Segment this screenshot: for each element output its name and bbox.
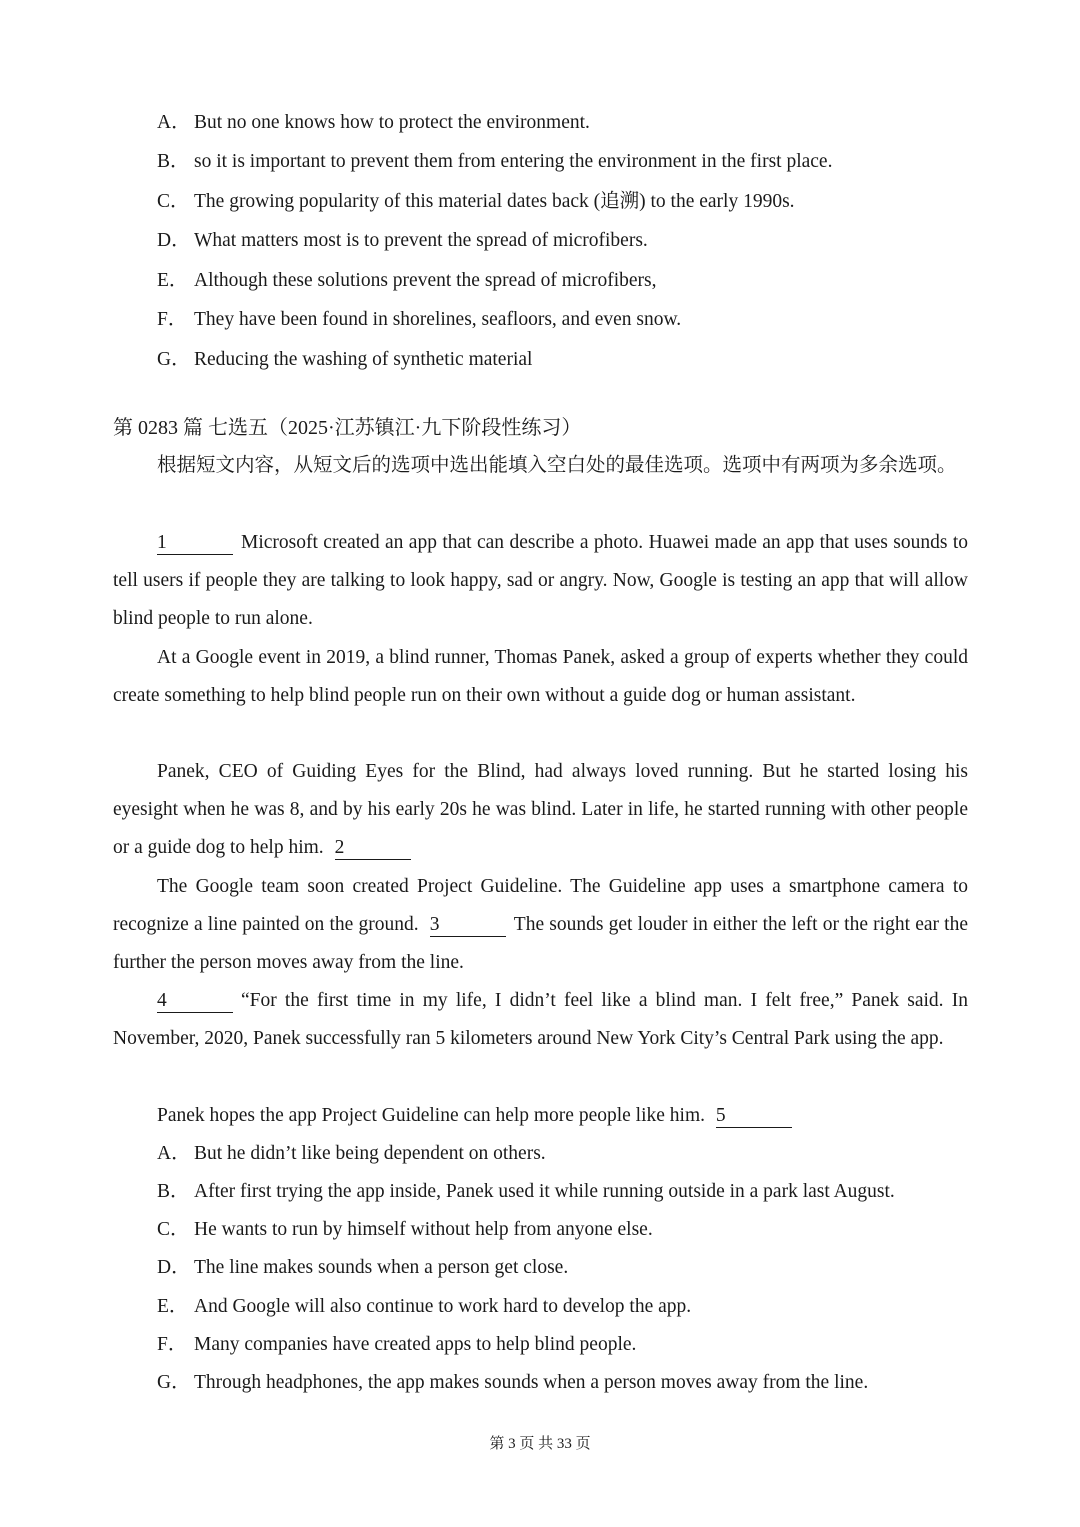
prev-option-a [157, 110, 590, 136]
passage-paragraph-5 [113, 982, 968, 1058]
paragraph-text: “For the first time in my life, I didn’t feel like a blind man. I felt free,” Panek said. In November, 2020, Panek successfully ran 5 kilometers around New York City’s Central Park using the app. [113, 990, 968, 1050]
option-text: And Google will also continue to work hard to develop the app. [194, 1296, 692, 1317]
blank-4: 4 [157, 990, 233, 1013]
prev-option-f [157, 307, 681, 333]
passage-paragraph-3 [113, 753, 968, 868]
option-letter: F． [157, 309, 188, 330]
option-letter: C． [157, 1219, 190, 1240]
prev-option-b [157, 149, 832, 175]
option-letter: E． [157, 270, 189, 291]
option-text: He wants to run by himself without help from anyone else. [194, 1219, 653, 1240]
option-text: Although these solutions prevent the spread of microfibers, [194, 270, 657, 291]
option-letter: E． [157, 1296, 189, 1317]
option-letter: B． [157, 151, 190, 172]
passage-paragraph-4 [113, 868, 968, 983]
option-a [157, 1141, 546, 1167]
option-g [157, 1370, 868, 1396]
option-text: so it is important to prevent them from entering the environment in the first place. [194, 151, 833, 172]
paragraph-text: Panek hopes the app Project Guideline can help more people like him. [157, 1105, 706, 1126]
prev-option-g [157, 347, 532, 373]
instruction-text: 根据短文内容，从短文后的选项中选出能填入空白处的最佳选项。选项中有两项为多余选项。 [157, 455, 957, 476]
passage-paragraph-6 [113, 1097, 968, 1135]
option-text: The line makes sounds when a person get close. [194, 1257, 569, 1278]
paragraph-text: The sounds get louder in either the left or the right ear the further the person moves away from the line. [113, 914, 968, 974]
option-text: But he didn’t like being dependent on others. [194, 1143, 546, 1164]
option-f [157, 1332, 636, 1358]
option-text: They have been found in shorelines, seafloors, and even snow. [194, 309, 682, 330]
option-letter: B． [157, 1181, 190, 1202]
option-letter: G． [157, 349, 191, 370]
option-c [157, 1217, 653, 1243]
paragraph-text: Panek, CEO of Guiding Eyes for the Blind, had always loved running. But he started losing his eyesight when he was 8, and by his early 20s he was blind. Later in life, he started running with other people or a guide dog to help him. [113, 761, 968, 859]
option-letter: C． [157, 191, 190, 212]
option-text: Reducing the washing of synthetic material [194, 349, 533, 370]
paragraph-text: The Google team soon created Project Guideline. The Guideline app uses a smartphone camera to recognize a line painted on the ground. [113, 876, 968, 936]
blank-1: 1 [157, 532, 233, 555]
prev-option-c [157, 189, 795, 215]
option-text: The growing popularity of this material dates back (追溯) to the early 1990s. [194, 191, 795, 212]
option-letter: D． [157, 230, 191, 251]
section-title: 第 0283 篇 七选五（2025·江苏镇江·九下阶段性练习） [113, 417, 582, 439]
prev-option-e [157, 268, 656, 294]
blank-5: 5 [716, 1105, 792, 1128]
passage-paragraph-2: At a Google event in 2019, a blind runner, Thomas Panek, asked a group of experts whether they could create something to help blind people run on their own without a guide dog or human assistant. [113, 647, 968, 707]
option-letter: D． [157, 1257, 191, 1278]
option-letter: A． [157, 112, 191, 133]
paragraph-text: Microsoft created an app that can describe a photo. Huawei made an app that uses sounds to tell users if people they are talking to look happy, sad or angry. Now, Google is testing an app that will allow blind people to run alone. [113, 532, 968, 630]
option-text: Through headphones, the app makes sounds when a person moves away from the line. [194, 1372, 869, 1393]
blank-2: 2 [335, 837, 411, 860]
option-text: Many companies have created apps to help blind people. [194, 1334, 637, 1355]
option-text: After first trying the app inside, Panek used it while running outside in a park last August. [194, 1181, 895, 1202]
option-letter: F． [157, 1334, 188, 1355]
option-text: What matters most is to prevent the spread of microfibers. [194, 230, 648, 251]
passage-paragraph-1 [113, 524, 968, 639]
option-letter: G． [157, 1372, 191, 1393]
option-b [157, 1179, 895, 1205]
option-text: But no one knows how to protect the environment. [194, 112, 590, 133]
option-d [157, 1255, 568, 1281]
blank-3: 3 [430, 914, 506, 937]
page-footer: 第 3 页 共 33 页 [489, 1436, 591, 1452]
option-e [157, 1294, 691, 1320]
prev-option-d [157, 228, 648, 254]
option-letter: A． [157, 1143, 191, 1164]
